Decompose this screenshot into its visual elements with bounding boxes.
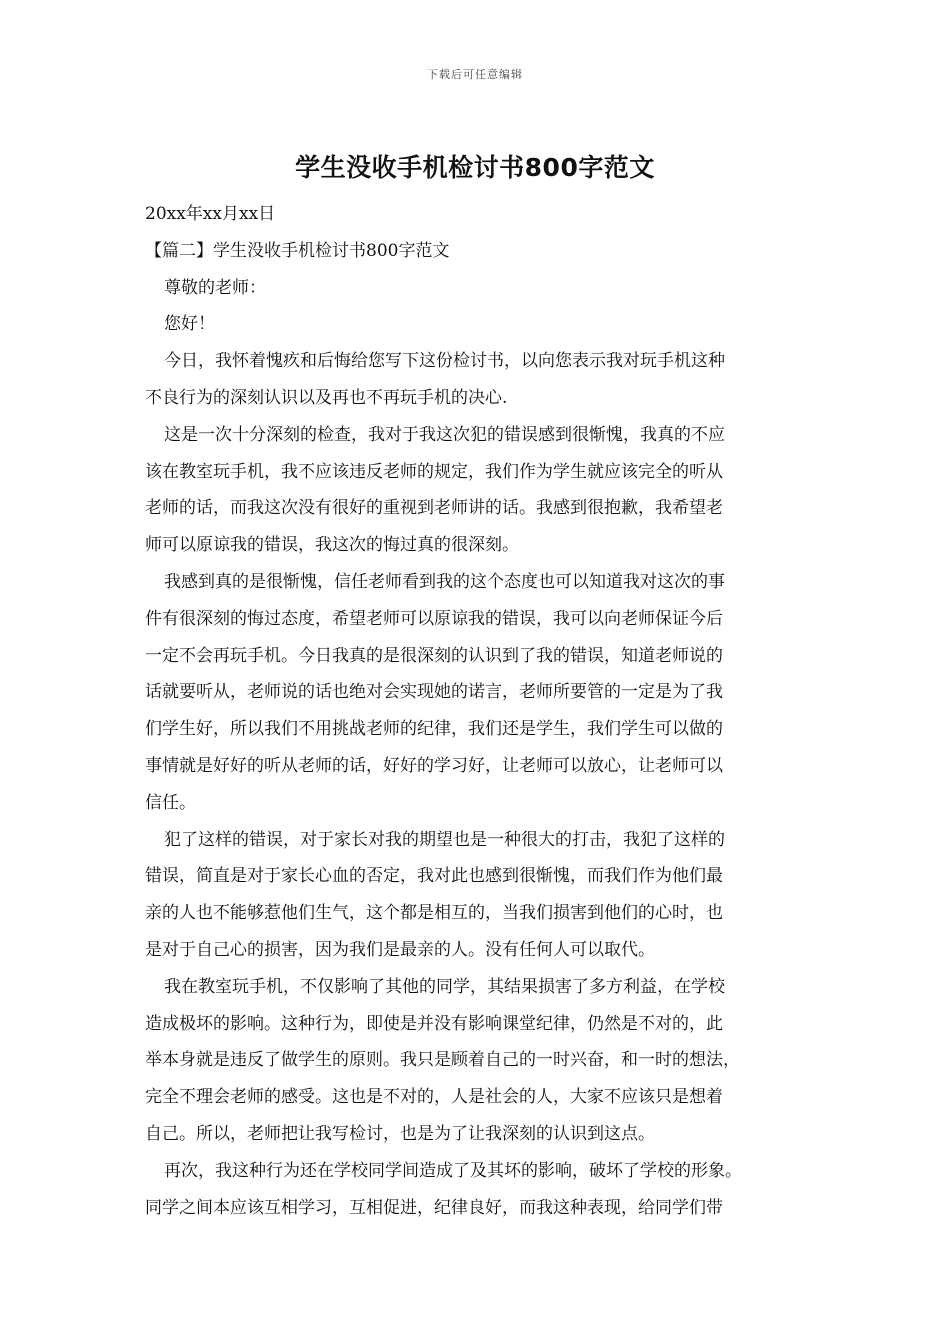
- paragraph-line: 件有很深刻的悔过态度，希望老师可以原谅我的错误，我可以向老师保证今后: [145, 608, 723, 629]
- paragraph-line: 我感到真的是很惭愧，信任老师看到我的这个态度也可以知道我对这次的事: [164, 571, 725, 592]
- paragraph-line: 再次，我这种行为还在学校同学间造成了及其坏的影响，破坏了学校的形象。: [164, 1160, 742, 1181]
- paragraph-line: 错误，简直是对于家长心血的否定，我对此也感到很惭愧，而我们作为他们最: [145, 866, 723, 887]
- paragraph-line: 我在教室玩手机，不仅影响了其他的同学，其结果损害了多方利益，在学校: [164, 976, 725, 997]
- paragraph-line: 自己。所以，老师把让我写检讨，也是为了让我深刻的认识到这点。: [145, 1123, 655, 1144]
- paragraph-line: 话就要听从，老师说的话也绝对会实现她的诺言，老师所要管的一定是为了我: [145, 682, 723, 703]
- paragraph-line: 举本身就是违反了做学生的原则。我只是顾着自己的一时兴奋，和一时的想法，: [145, 1050, 740, 1071]
- paragraph-line: 信任。: [145, 792, 196, 813]
- paragraph-line: 亲的人也不能够惹他们生气，这个都是相互的，当我们损害到他们的心时，也: [145, 903, 723, 924]
- paragraph-line: 犯了这样的错误，对于家长对我的期望也是一种很大的打击，我犯了这样的: [164, 829, 725, 850]
- paragraph-line: 是对于自己心的损害，因为我们是最亲的人。没有任何人可以取代。: [145, 939, 655, 960]
- paragraph-line: 同学之间本应该互相学习，互相促进，纪律良好，而我这种表现，给同学们带: [145, 1197, 723, 1218]
- paragraph-line: 一定不会再玩手机。今日我真的是很深刻的认识到了我的错误，知道老师说的: [145, 645, 723, 666]
- document-body: [145, 196, 813, 1226]
- date-line: 20xx年xx月xx日: [145, 204, 276, 224]
- salutation: 尊敬的老师：: [164, 277, 266, 298]
- paragraph-line: 完全不理会老师的感受。这也是不对的，人是社会的人，大家不应该只是想着: [145, 1087, 723, 1108]
- greeting: 您好！: [164, 314, 215, 335]
- paragraph-line: 事情就是好好的听从老师的话，好好的学习好，让老师可以放心，让老师可以: [145, 755, 723, 776]
- paragraph-line: 这是一次十分深刻的检查，我对于我这次犯的错误感到很惭愧，我真的不应: [164, 424, 725, 445]
- paragraph-line: 师可以原谅我的错误，我这次的悔过真的很深刻。: [145, 535, 519, 556]
- paragraph-line: 今日，我怀着愧疚和后悔给您写下这份检讨书，以向您表示我对玩手机这种: [164, 351, 725, 372]
- paragraph-line: 们学生好，所以我们不用挑战老师的纪律，我们还是学生，我们学生可以做的: [145, 719, 723, 740]
- header-note: 下载后可任意编辑: [427, 68, 523, 81]
- paragraph-line: 老师的话，而我这次没有很好的重视到老师讲的话。我感到很抱歉，我希望老: [145, 498, 723, 519]
- paragraph-line: 不良行为的深刻认识以及再也不再玩手机的决心.: [145, 387, 508, 408]
- document-title: 学生没收手机检讨书800字范文: [295, 153, 655, 182]
- paragraph-line: 造成极坏的影响。这种行为，即使是并没有影响课堂纪律，仍然是不对的，此: [145, 1013, 723, 1034]
- paragraph-line: 该在教室玩手机，我不应该违反老师的规定，我们作为学生就应该完全的听从: [145, 461, 723, 482]
- section-heading: 【篇二】学生没收手机检讨书800字范文: [145, 240, 450, 261]
